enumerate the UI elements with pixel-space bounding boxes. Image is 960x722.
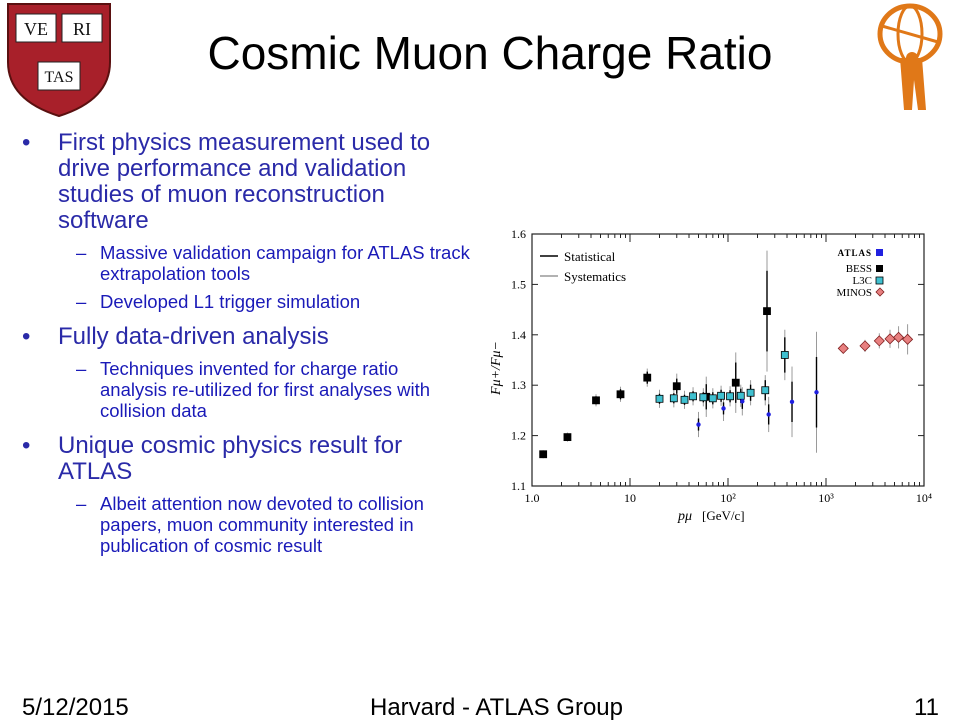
- bullet-marker: •: [22, 129, 31, 156]
- y-tick-label: 1.6: [511, 227, 526, 241]
- legend-l3c-marker: [876, 277, 883, 284]
- legend-bess-marker: [876, 265, 883, 272]
- l3c-point: [709, 395, 716, 402]
- bess-point: [673, 383, 680, 390]
- y-tick-label: 1.3: [511, 378, 526, 393]
- x-tick-label: 10³: [818, 491, 834, 505]
- y-tick-label: 1.4: [511, 327, 526, 342]
- atlas-point: [790, 400, 794, 404]
- bess-point: [763, 308, 770, 315]
- y-tick-label: 1.5: [511, 277, 526, 292]
- sub-bullet-item: [22, 358, 470, 421]
- bess-point: [617, 391, 624, 398]
- x-tick-label: 10²: [720, 491, 736, 505]
- legend-lines: [540, 249, 626, 284]
- l3c-point: [670, 395, 677, 402]
- shield-book-right: [62, 14, 102, 42]
- sub-bullet-text: Massive validation campaign for ATLAS track extrapolation tools: [100, 242, 470, 284]
- atlas-point: [814, 390, 818, 394]
- bess-point: [644, 374, 651, 381]
- atlas-point: [740, 399, 744, 403]
- x-tick-label: 1.0: [524, 491, 540, 505]
- legend-minos-marker: [876, 288, 884, 296]
- l3c-point: [656, 395, 663, 402]
- bess-point: [564, 434, 571, 441]
- x-tick-label: 10⁴: [915, 491, 933, 505]
- bullet-marker: •: [22, 432, 31, 459]
- sub-bullet-marker: –: [76, 242, 87, 263]
- bess-point: [540, 451, 547, 458]
- l3c-point: [762, 387, 769, 394]
- bullet-text: Unique cosmic physics result for ATLAS: [58, 432, 403, 485]
- legend-atlas-label: ATLAS: [837, 248, 872, 258]
- shield-book-bottom: [38, 62, 80, 90]
- atlas-point: [766, 412, 770, 416]
- legend-minos-label: MINOS: [836, 287, 872, 299]
- legend-bess-label: BESS: [845, 263, 872, 275]
- l3c-point: [690, 393, 697, 400]
- bullet-item: [22, 433, 470, 485]
- page-number: 11: [914, 694, 939, 721]
- sub-bullet-item: [22, 242, 470, 284]
- charge-ratio-chart: [462, 212, 940, 532]
- footer-center: Harvard - ATLAS Group: [370, 694, 623, 721]
- bullet-text: First physics measurement used to drive performance and validation studies of muon reconstruction software: [58, 129, 431, 234]
- sub-bullet-text: Albeit attention now devoted to collision papers, muon community interested in publication of cosmic result: [100, 493, 424, 556]
- bullet-text: Fully data-driven analysis: [58, 323, 329, 350]
- l3c-point: [700, 394, 707, 401]
- bullet-item: [22, 130, 470, 234]
- legend-l3c-label: L3C: [852, 275, 872, 287]
- harvard-shield-logo: [4, 0, 114, 118]
- slide-title: Cosmic Muon Charge Ratio: [207, 27, 773, 79]
- y-tick-label: 1.2: [511, 428, 526, 443]
- bess-point: [593, 397, 600, 404]
- y-tick-label: 1.1: [511, 479, 526, 493]
- shield-book-left: [16, 14, 56, 42]
- legend-systematics-label: Systematics: [564, 269, 627, 284]
- sub-bullet-marker: –: [76, 493, 87, 514]
- footer-date: 5/12/2015: [22, 694, 129, 721]
- x-tick-label: 10: [624, 491, 636, 505]
- shield-text-tas: TAS: [44, 69, 74, 86]
- l3c-point: [737, 392, 744, 399]
- atlas-point: [696, 422, 700, 426]
- bullet-item: [22, 324, 470, 350]
- l3c-point: [747, 389, 754, 396]
- l3c-point: [718, 392, 725, 399]
- legend-markers: [837, 248, 884, 299]
- y-axis-label: Fμ+/Fμ−: [489, 341, 504, 395]
- minos-point: [903, 334, 913, 344]
- sub-bullet-item: [22, 291, 470, 312]
- l3c-point: [681, 396, 688, 403]
- sub-bullet-marker: –: [76, 291, 87, 312]
- x-axis-label: pμ: [677, 509, 692, 524]
- shield-text-ri: RI: [73, 19, 91, 39]
- sub-bullet-item: [22, 493, 470, 556]
- sub-bullet-text: Techniques invented for charge ratio analysis re-utilized for first analyses with collision data: [100, 358, 431, 421]
- legend-statistical-label: Statistical: [564, 249, 616, 264]
- legend-atlas-marker: [876, 249, 883, 256]
- minos-point: [894, 332, 904, 342]
- sub-bullet-marker: –: [76, 358, 87, 379]
- shield-text-ve: VE: [24, 19, 48, 39]
- minos-point: [885, 334, 895, 344]
- l3c-point: [727, 393, 734, 400]
- x-axis-unit: [GeV/c]: [702, 508, 745, 523]
- bullet-marker: •: [22, 323, 31, 350]
- l3c-point: [781, 351, 788, 358]
- minos-point: [838, 343, 848, 353]
- bess-point: [732, 379, 739, 386]
- atlas-figure-logo: [860, 0, 958, 118]
- sub-bullet-text: Developed L1 trigger simulation: [100, 291, 361, 312]
- atlas-point: [721, 406, 725, 410]
- bullet-list: [22, 130, 470, 563]
- minos-point: [874, 336, 884, 346]
- minos-point: [860, 341, 870, 351]
